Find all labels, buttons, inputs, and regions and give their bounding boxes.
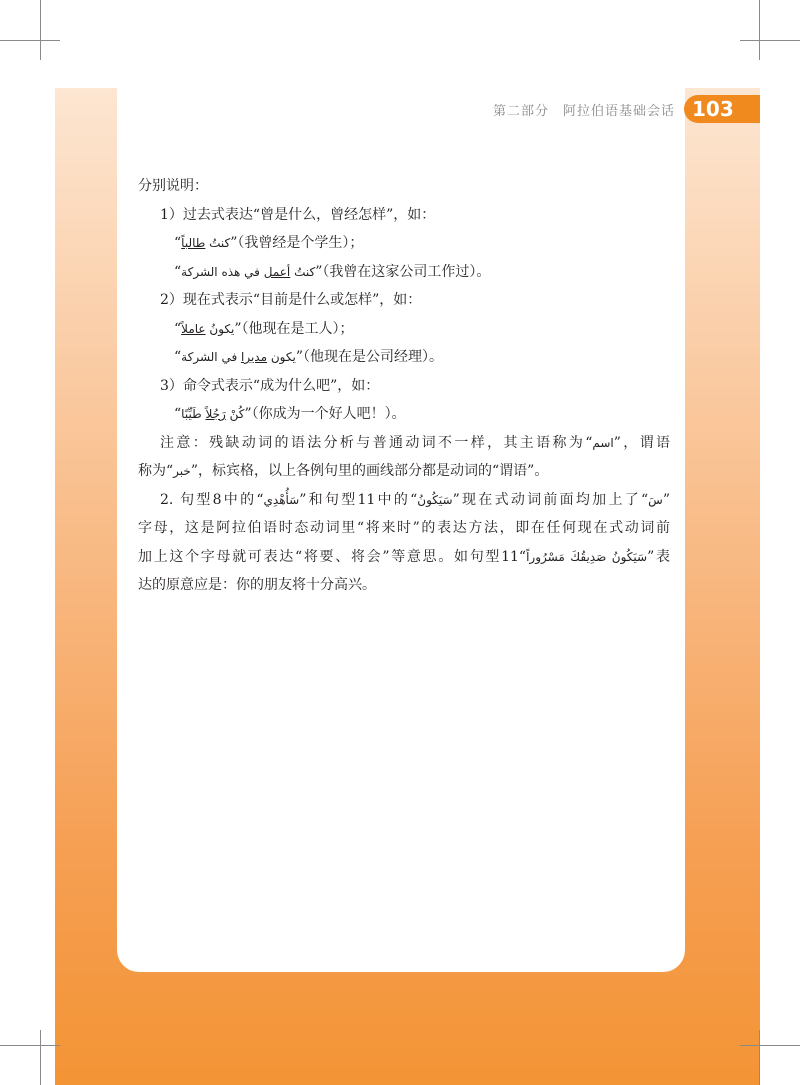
crop-mark <box>40 1030 41 1085</box>
line-7: “ يكون مديرا في الشركة ”（他现在是公司经理）。 <box>174 349 444 365</box>
line-5: 2）现在式表示“目前是什么或怎样”，如： <box>160 292 422 308</box>
crop-mark <box>40 0 41 60</box>
line-10: 注意：残缺动词的语法分析与普通动词不一样，其主语称为“اسم”，谓语 <box>160 434 670 451</box>
line-13: 字母，这是阿拉伯语时态动词里“将来时”的表达方法，即在任何现在式动词前 <box>138 520 670 536</box>
line-11: 称为“خبر”，标宾格，以上各例句里的画线部分都是动词的“谓语”。 <box>138 463 549 479</box>
line-8: 3）命令式表示“成为什么吧”，如： <box>160 377 380 394</box>
crop-mark <box>759 0 760 60</box>
line-4: “ كنتُ أعمل في هذه الشركة ”（我曾在这家公司工作过）。 <box>174 263 491 280</box>
crop-mark <box>740 40 800 41</box>
line-12: 2. 句型8中的“سَأُهْدِي”和句型11中的“سَيَكُونُ”现在式动词前面均加上了“سَ” <box>160 491 670 508</box>
line-6: “ يكونُ عاملاً ”（他现在是工人）； <box>174 320 354 337</box>
explanation-text <box>138 172 670 600</box>
line-2: 1）过去式表达“曾是什么，曾经怎样”，如： <box>160 206 436 223</box>
crop-mark <box>759 1030 760 1085</box>
line-9: “ كُنْ رَجُلاً طَيِّبًا ”（你成为一个好人吧！）。 <box>174 406 406 422</box>
line-1: 分别说明： <box>138 178 208 194</box>
line-3: “ كنتُ طالباً ”（我曾经是个学生）； <box>174 235 364 251</box>
crop-mark <box>740 1045 800 1046</box>
page-number: 103 <box>684 95 760 123</box>
running-header: 第二部分 阿拉伯语基础会话 <box>492 104 675 119</box>
crop-mark <box>0 40 60 41</box>
crop-mark <box>0 1045 60 1046</box>
line-15: 达的原意应是：你的朋友将十分高兴。 <box>138 577 376 593</box>
line-14: 加上这个字母就可表达“将要、将会”等意思。如句型11“سَيَكُونُ صَدِيقُكَ مَسْرُوراً”表 <box>138 548 670 565</box>
